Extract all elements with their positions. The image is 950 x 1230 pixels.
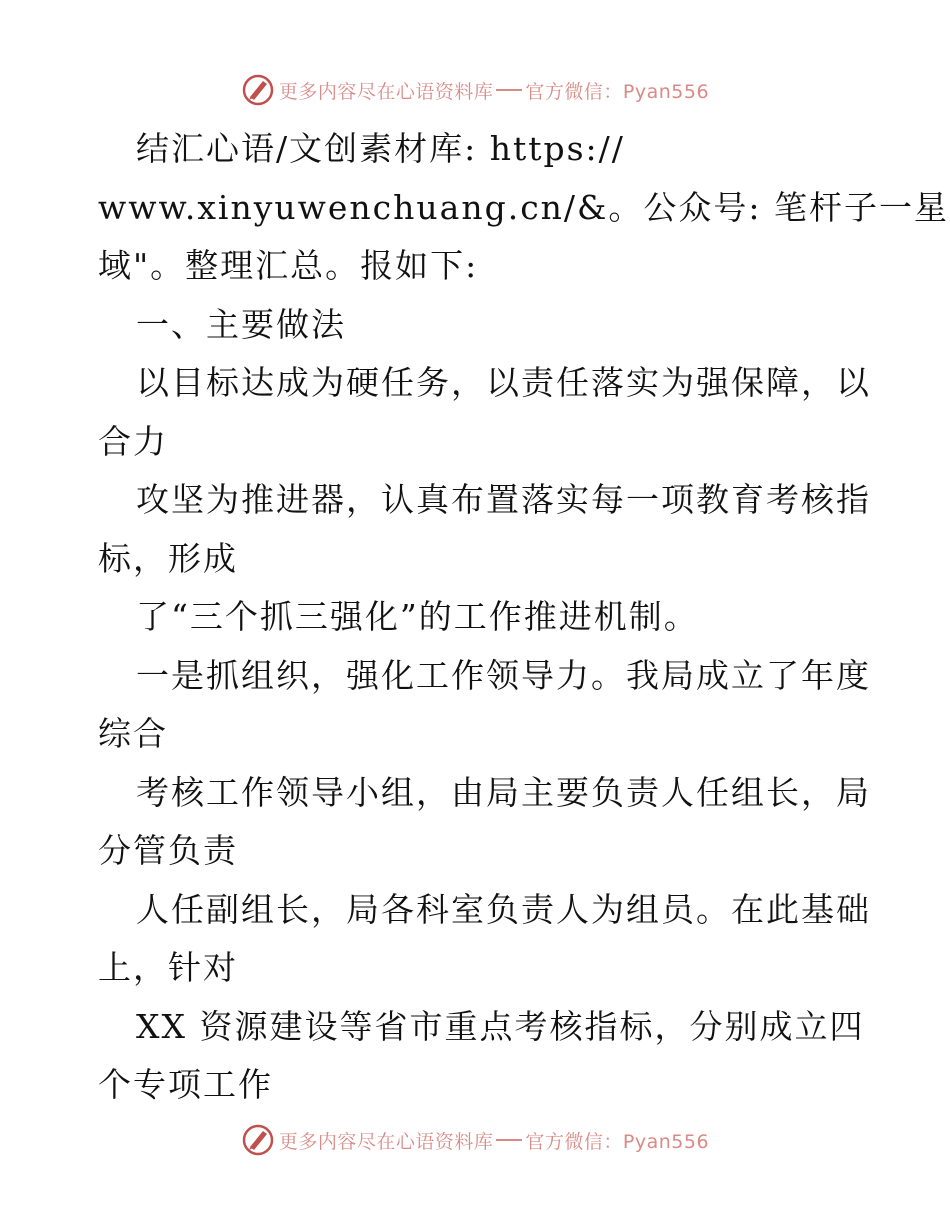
- body-line: 攻坚为推进器，认真布置落实每一项教育考核指: [136, 480, 871, 519]
- body-line: 考核工作领导小组，由局主要负责人任组长，局: [136, 772, 871, 812]
- watermark-text-wechat: 官方微信：Pyan556: [525, 1130, 710, 1153]
- body-line: 标，形成: [98, 538, 238, 578]
- body-line: 以目标达成为硬任务，以责任落实为强保障，以: [136, 363, 871, 402]
- footer-watermark: [0, 1120, 950, 1160]
- brush-logo-icon: [241, 1123, 275, 1157]
- body-line: 分管负责: [98, 831, 238, 870]
- watermark-text-wechat: 官方微信：Pyan556: [525, 80, 710, 103]
- body-line: XX 资源建设等省市重点考核指标，分别成立四: [136, 1006, 865, 1046]
- document-body: [98, 120, 950, 1115]
- body-line: 个专项工作: [98, 1065, 273, 1104]
- watermark-text-main: 更多内容尽在心语资料库: [278, 1130, 494, 1153]
- body-line: 人任副组长，局各科室负责人为组员。在此基础: [136, 889, 871, 929]
- watermark-text-main: 更多内容尽在心语资料库: [278, 80, 494, 103]
- body-line: 了“三个抓三强化”的工作推进机制。: [136, 597, 699, 636]
- body-line: 结汇心语/文创素材库: https://: [136, 129, 625, 168]
- header-watermark: [0, 70, 950, 110]
- brush-logo-icon: [241, 73, 275, 107]
- body-line: 上，针对: [98, 948, 238, 987]
- watermark-dash: [496, 1139, 522, 1141]
- section-heading: 一、主要做法: [136, 304, 346, 344]
- body-line: 综合: [98, 714, 168, 753]
- body-line: www.xinyuwenchuang.cn/&。公众号: 笔杆子一星: [98, 187, 950, 227]
- body-line: 一是抓组织，强化工作领导力。我局成立了年度: [136, 655, 871, 695]
- body-line: 域"。整理汇总。报如下:: [98, 246, 479, 285]
- body-line: 合力: [98, 421, 168, 461]
- watermark-dash: [496, 89, 522, 91]
